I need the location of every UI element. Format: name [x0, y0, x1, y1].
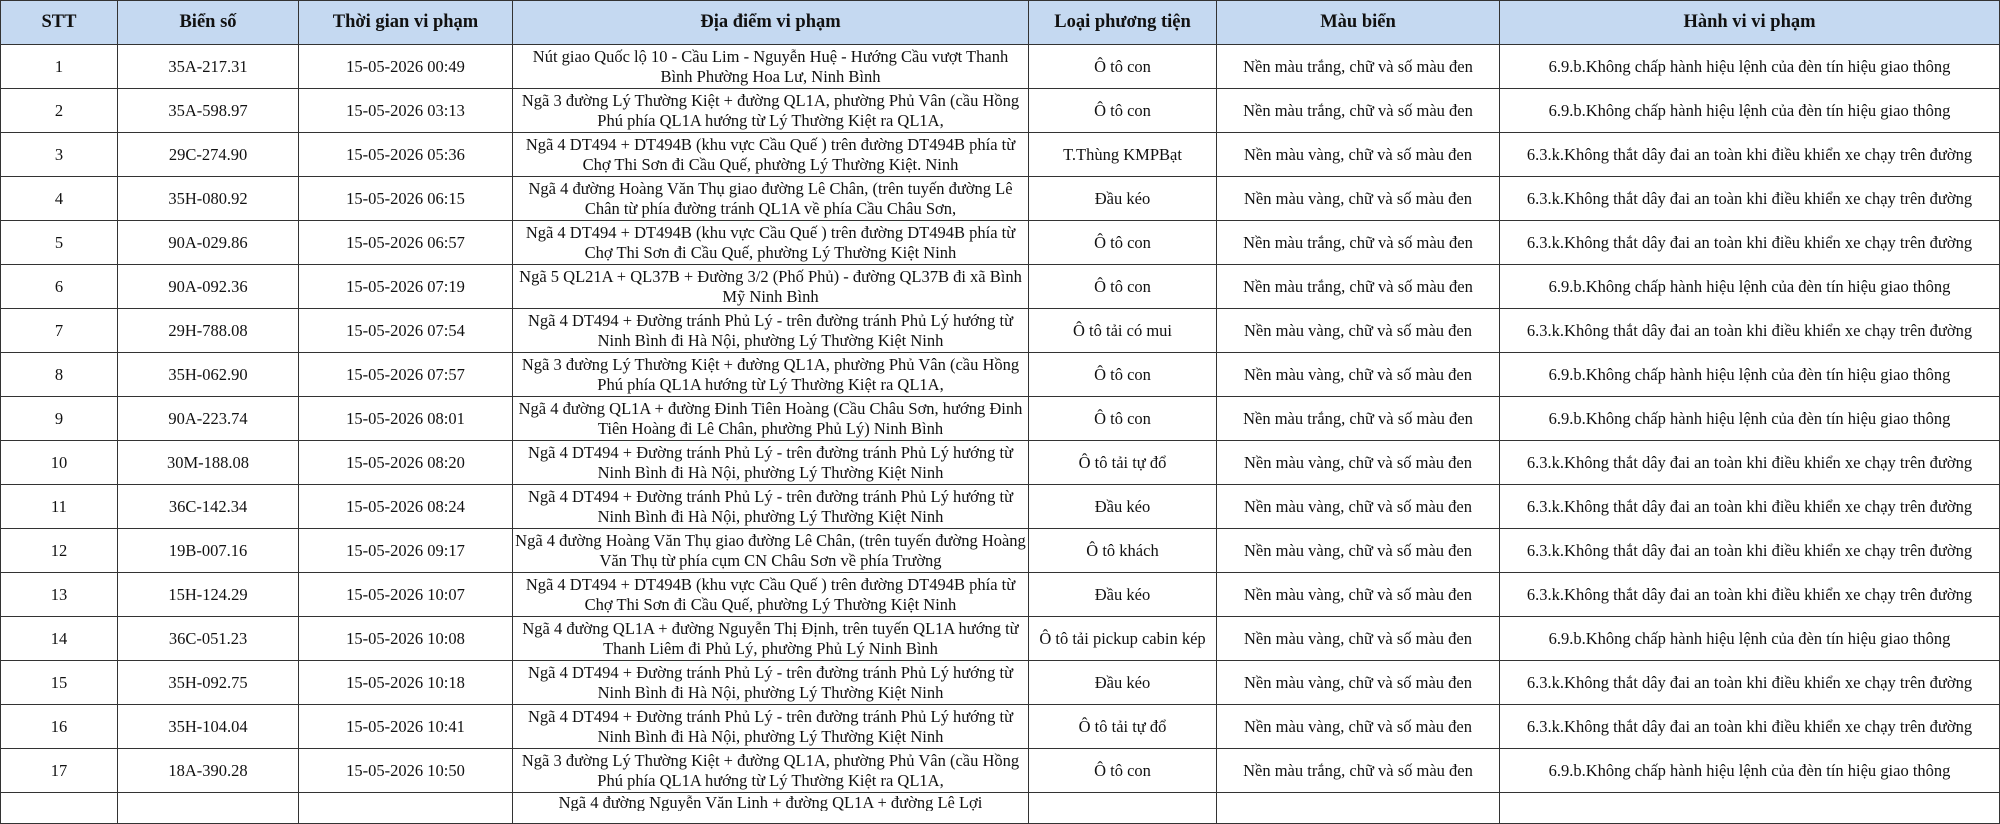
- cell-time[interactable]: 15-05-2026 07:57: [299, 353, 513, 397]
- table-row[interactable]: [1, 705, 2000, 749]
- cell-vehicle[interactable]: Đầu kéo: [1029, 177, 1217, 221]
- cell-time[interactable]: 15-05-2026 05:36: [299, 133, 513, 177]
- cell-vehicle[interactable]: Ô tô con: [1029, 353, 1217, 397]
- cell-stt[interactable]: 4: [1, 177, 118, 221]
- cell-time[interactable]: 15-05-2026 07:54: [299, 309, 513, 353]
- table-row[interactable]: [1, 45, 2000, 89]
- cell-time[interactable]: 15-05-2026 06:57: [299, 221, 513, 265]
- cell-stt[interactable]: 5: [1, 221, 118, 265]
- cell-time[interactable]: 15-05-2026 06:15: [299, 177, 513, 221]
- cell-location[interactable]: [513, 705, 1029, 749]
- cell-plate-color[interactable]: Nền màu vàng, chữ và số màu đen: [1217, 617, 1500, 661]
- cell-stt[interactable]: 6: [1, 265, 118, 309]
- location-text: Ngã 5 QL21A + QL37B + Đường 3/2 (Phố Phủ) - đường QL37B đi xã Bình Mỹ Ninh Bình: [519, 266, 1022, 306]
- header-stt: STT: [1, 1, 118, 45]
- cell-plate-color[interactable]: Nền màu vàng, chữ và số màu đen: [1217, 661, 1500, 705]
- cell-plate-color[interactable]: Nền màu trắng, chữ và số màu đen: [1217, 397, 1500, 441]
- cell-vehicle[interactable]: Ô tô con: [1029, 89, 1217, 133]
- table-row[interactable]: [1, 397, 2000, 441]
- header-plate-color: Màu biển: [1217, 1, 1500, 45]
- cell-location[interactable]: [513, 793, 1029, 824]
- cell-violation[interactable]: 6.3.k.Không thắt dây đai an toàn khi điều khiển xe chạy trên đường: [1500, 309, 2000, 353]
- cell-vehicle[interactable]: Ô tô khách: [1029, 529, 1217, 573]
- cell-plate-color[interactable]: Nền màu vàng, chữ và số màu đen: [1217, 573, 1500, 617]
- table-row[interactable]: [1, 265, 2000, 309]
- cell-plate[interactable]: 90A-092.36: [118, 265, 299, 309]
- cell-vehicle[interactable]: Đầu kéo: [1029, 661, 1217, 705]
- cell-plate-color[interactable]: Nền màu vàng, chữ và số màu đen: [1217, 441, 1500, 485]
- table-row[interactable]: [1, 221, 2000, 265]
- table-row[interactable]: [1, 353, 2000, 397]
- cell-plate[interactable]: 35A-598.97: [118, 89, 299, 133]
- cell-plate[interactable]: 19B-007.16: [118, 529, 299, 573]
- cell-violation[interactable]: 6.3.k.Không thắt dây đai an toàn khi điều khiển xe chạy trên đường: [1500, 177, 2000, 221]
- cell-time[interactable]: 15-05-2026 09:17: [299, 529, 513, 573]
- cell-stt[interactable]: 8: [1, 353, 118, 397]
- cell-stt[interactable]: 12: [1, 529, 118, 573]
- cell-violation[interactable]: 6.9.b.Không chấp hành hiệu lệnh của đèn tín hiệu giao thông: [1500, 353, 2000, 397]
- location-text: Ngã 3 đường Lý Thường Kiệt + đường QL1A, phường Phủ Vân (cầu Hồng Phú phía QL1A hướng từ Lý Thường Kiệt ra QL1A,: [521, 750, 1020, 790]
- table-row[interactable]: [1, 661, 2000, 705]
- cell-plate-color[interactable]: Nền màu vàng, chữ và số màu đen: [1217, 485, 1500, 529]
- cell-location[interactable]: [513, 573, 1029, 617]
- cell-location[interactable]: [513, 177, 1029, 221]
- cell-plate[interactable]: 29H-788.08: [118, 309, 299, 353]
- cell-violation[interactable]: 6.9.b.Không chấp hành hiệu lệnh của đèn tín hiệu giao thông: [1500, 89, 2000, 133]
- location-text: Ngã 4 DT494 + Đường tránh Phủ Lý - trên đường tránh Phủ Lý hướng từ Ninh Bình đi Hà Nội, phường Lý Thường Kiệt Ninh: [527, 442, 1014, 482]
- cell-stt[interactable]: 17: [1, 749, 118, 793]
- header-row: [1, 1, 2000, 45]
- cell-vehicle[interactable]: Đầu kéo: [1029, 485, 1217, 529]
- cell-violation[interactable]: 6.3.k.Không thắt dây đai an toàn khi điều khiển xe chạy trên đường: [1500, 133, 2000, 177]
- cell-plate-color[interactable]: Nền màu vàng, chữ và số màu đen: [1217, 529, 1500, 573]
- cell-location[interactable]: [513, 221, 1029, 265]
- cell-plate[interactable]: 35H-104.04: [118, 705, 299, 749]
- table-row[interactable]: [1, 89, 2000, 133]
- cell-vehicle[interactable]: Ô tô con: [1029, 45, 1217, 89]
- cell-vehicle[interactable]: Ô tô tải pickup cabin kép: [1029, 617, 1217, 661]
- cell-plate[interactable]: 18A-390.28: [118, 749, 299, 793]
- cell-vehicle[interactable]: Ô tô con: [1029, 397, 1217, 441]
- header-plate: Biển số: [118, 1, 299, 45]
- cell-time[interactable]: 15-05-2026 08:01: [299, 397, 513, 441]
- cell-location[interactable]: [513, 309, 1029, 353]
- cell-plate-color[interactable]: Nền màu trắng, chữ và số màu đen: [1217, 45, 1500, 89]
- cell-stt[interactable]: 2: [1, 89, 118, 133]
- cell-time[interactable]: 15-05-2026 08:24: [299, 485, 513, 529]
- cell-plate[interactable]: 35H-092.75: [118, 661, 299, 705]
- cell-location[interactable]: [513, 485, 1029, 529]
- cell-plate-color[interactable]: Nền màu vàng, chữ và số màu đen: [1217, 353, 1500, 397]
- cell-vehicle[interactable]: Ô tô tải có mui: [1029, 309, 1217, 353]
- cell-time[interactable]: 15-05-2026 07:19: [299, 265, 513, 309]
- header-vehicle: Loại phương tiện: [1029, 1, 1217, 45]
- cell-violation[interactable]: 6.9.b.Không chấp hành hiệu lệnh của đèn tín hiệu giao thông: [1500, 265, 2000, 309]
- cell-stt[interactable]: 9: [1, 397, 118, 441]
- cell-location[interactable]: [513, 45, 1029, 89]
- table-row[interactable]: [1, 133, 2000, 177]
- cell-violation[interactable]: 6.9.b.Không chấp hành hiệu lệnh của đèn tín hiệu giao thông: [1500, 397, 2000, 441]
- cell-violation[interactable]: [1500, 793, 2000, 824]
- location-text: Ngã 4 đường Hoàng Văn Thụ giao đường Lê Chân, (trên tuyến đường Lê Chân từ phía đường tránh QL1A về phía Cầu Châu Sơn,: [528, 178, 1013, 218]
- cell-location[interactable]: [513, 353, 1029, 397]
- cell-stt[interactable]: 13: [1, 573, 118, 617]
- cell-stt[interactable]: 14: [1, 617, 118, 661]
- header-location: Địa điểm vi phạm: [513, 1, 1029, 45]
- table-row[interactable]: [1, 529, 2000, 573]
- cell-stt[interactable]: 1: [1, 45, 118, 89]
- table-row[interactable]: [1, 749, 2000, 793]
- cell-vehicle[interactable]: Ô tô tải tự đổ: [1029, 705, 1217, 749]
- cell-violation[interactable]: 6.9.b.Không chấp hành hiệu lệnh của đèn tín hiệu giao thông: [1500, 749, 2000, 793]
- cell-plate-color[interactable]: Nền màu vàng, chữ và số màu đen: [1217, 705, 1500, 749]
- cell-plate[interactable]: 36C-051.23: [118, 617, 299, 661]
- cell-time[interactable]: 15-05-2026 00:49: [299, 45, 513, 89]
- cell-location[interactable]: [513, 441, 1029, 485]
- cell-plate-color[interactable]: Nền màu vàng, chữ và số màu đen: [1217, 177, 1500, 221]
- cell-stt[interactable]: [1, 793, 118, 824]
- table-row[interactable]: [1, 177, 2000, 221]
- cell-plate-color[interactable]: Nền màu vàng, chữ và số màu đen: [1217, 133, 1500, 177]
- location-text: Ngã 3 đường Lý Thường Kiệt + đường QL1A, phường Phủ Vân (cầu Hồng Phú phía QL1A hướng từ Lý Thường Kiệt ra QL1A,: [521, 354, 1020, 394]
- cell-plate-color[interactable]: Nền màu trắng, chữ và số màu đen: [1217, 265, 1500, 309]
- cell-vehicle[interactable]: [1029, 793, 1217, 824]
- cell-stt[interactable]: 11: [1, 485, 118, 529]
- table-row[interactable]: [1, 441, 2000, 485]
- cell-plate[interactable]: 35H-062.90: [118, 353, 299, 397]
- location-text: Nút giao Quốc lộ 10 - Cầu Lim - Nguyễn Huệ - Hướng Cầu vượt Thanh Bình Phường Hoa Lư, Ninh Bình: [532, 46, 1009, 86]
- cell-location[interactable]: [513, 661, 1029, 705]
- cell-violation[interactable]: 6.9.b.Không chấp hành hiệu lệnh của đèn tín hiệu giao thông: [1500, 617, 2000, 661]
- cell-time[interactable]: 15-05-2026 10:18: [299, 661, 513, 705]
- cell-plate-color[interactable]: [1217, 793, 1500, 824]
- table-row[interactable]: [1, 309, 2000, 353]
- cell-stt[interactable]: 10: [1, 441, 118, 485]
- location-text: Ngã 4 đường Nguyễn Văn Linh + đường QL1A + đường Lê Lợi: [558, 793, 983, 811]
- cell-location[interactable]: [513, 89, 1029, 133]
- header-violation: Hành vi vi phạm: [1500, 1, 2000, 45]
- location-text: Ngã 4 DT494 + Đường tránh Phủ Lý - trên đường tránh Phủ Lý hướng từ Ninh Bình đi Hà Nội, phường Lý Thường Kiệt Ninh: [527, 662, 1014, 702]
- location-text: Ngã 4 đường QL1A + đường Nguyễn Thị Định, trên tuyến QL1A hướng từ Thanh Liêm đi Phủ Lý, phường Phủ Lý Ninh Bình: [522, 618, 1019, 658]
- location-text: Ngã 4 đường Hoàng Văn Thụ giao đường Lê Chân, (trên tuyến đường Hoàng Văn Thụ từ phía cụm CN Châu Sơn về phía Trường: [515, 530, 1026, 570]
- cell-plate[interactable]: 36C-142.34: [118, 485, 299, 529]
- cell-plate[interactable]: [118, 793, 299, 824]
- cell-vehicle[interactable]: Ô tô con: [1029, 265, 1217, 309]
- cell-stt[interactable]: 3: [1, 133, 118, 177]
- cell-time[interactable]: 15-05-2026 10:41: [299, 705, 513, 749]
- cell-plate-color[interactable]: Nền màu trắng, chữ và số màu đen: [1217, 221, 1500, 265]
- cell-plate-color[interactable]: Nền màu trắng, chữ và số màu đen: [1217, 749, 1500, 793]
- cell-location[interactable]: [513, 265, 1029, 309]
- table-row[interactable]: [1, 617, 2000, 661]
- cell-vehicle[interactable]: Ô tô con: [1029, 749, 1217, 793]
- cell-violation[interactable]: 6.3.k.Không thắt dây đai an toàn khi điều khiển xe chạy trên đường: [1500, 705, 2000, 749]
- cell-plate[interactable]: 90A-223.74: [118, 397, 299, 441]
- cell-plate[interactable]: 35H-080.92: [118, 177, 299, 221]
- location-text: Ngã 4 DT494 + Đường tránh Phủ Lý - trên đường tránh Phủ Lý hướng từ Ninh Bình đi Hà Nội, phường Lý Thường Kiệt Ninh: [527, 310, 1014, 350]
- cell-time[interactable]: 15-05-2026 10:08: [299, 617, 513, 661]
- cell-violation[interactable]: 6.3.k.Không thắt dây đai an toàn khi điều khiển xe chạy trên đường: [1500, 573, 2000, 617]
- location-text: Ngã 4 DT494 + Đường tránh Phủ Lý - trên đường tránh Phủ Lý hướng từ Ninh Bình đi Hà Nội, phường Lý Thường Kiệt Ninh: [527, 706, 1014, 746]
- cell-location[interactable]: [513, 529, 1029, 573]
- table-row-partial[interactable]: [1, 793, 2000, 824]
- cell-location[interactable]: [513, 617, 1029, 661]
- cell-plate[interactable]: 29C-274.90: [118, 133, 299, 177]
- header-time: Thời gian vi phạm: [299, 1, 513, 45]
- cell-violation[interactable]: 6.3.k.Không thắt dây đai an toàn khi điều khiển xe chạy trên đường: [1500, 221, 2000, 265]
- cell-plate[interactable]: 15H-124.29: [118, 573, 299, 617]
- table-row[interactable]: [1, 485, 2000, 529]
- cell-stt[interactable]: 7: [1, 309, 118, 353]
- cell-time[interactable]: [299, 793, 513, 824]
- cell-violation[interactable]: 6.3.k.Không thắt dây đai an toàn khi điều khiển xe chạy trên đường: [1500, 661, 2000, 705]
- cell-plate[interactable]: 35A-217.31: [118, 45, 299, 89]
- cell-stt[interactable]: 15: [1, 661, 118, 705]
- location-text: Ngã 4 đường QL1A + đường Đinh Tiên Hoàng (Cầu Châu Sơn, hướng Đinh Tiên Hoàng đi Lê Chân, phường Phủ Lý) Ninh Bình: [518, 398, 1023, 438]
- cell-vehicle[interactable]: T.Thùng KMPBạt: [1029, 133, 1217, 177]
- cell-location[interactable]: [513, 397, 1029, 441]
- cell-time[interactable]: 15-05-2026 10:50: [299, 749, 513, 793]
- table-row[interactable]: [1, 573, 2000, 617]
- cell-location[interactable]: [513, 749, 1029, 793]
- cell-plate[interactable]: 90A-029.86: [118, 221, 299, 265]
- cell-violation[interactable]: 6.3.k.Không thắt dây đai an toàn khi điều khiển xe chạy trên đường: [1500, 441, 2000, 485]
- cell-plate-color[interactable]: Nền màu vàng, chữ và số màu đen: [1217, 309, 1500, 353]
- cell-vehicle[interactable]: Đầu kéo: [1029, 573, 1217, 617]
- location-text: Ngã 3 đường Lý Thường Kiệt + đường QL1A, phường Phủ Vân (cầu Hồng Phú phía QL1A hướng từ Lý Thường Kiệt ra QL1A,: [521, 90, 1020, 130]
- table-body: [1, 45, 2000, 824]
- cell-time[interactable]: 15-05-2026 08:20: [299, 441, 513, 485]
- cell-stt[interactable]: 16: [1, 705, 118, 749]
- location-text: Ngã 4 DT494 + DT494B (khu vực Cầu Quế ) trên đường DT494B phía từ Chợ Thi Sơn đi Cầu Quế, phường Lý Thường Kiệt Ninh: [525, 574, 1016, 614]
- location-text: Ngã 4 DT494 + DT494B (khu vực Cầu Quế ) trên đường DT494B phía từ Chợ Thi Sơn đi Cầu Quế, phường Lý Thường Kiệt. Ninh: [525, 134, 1016, 174]
- cell-violation[interactable]: 6.9.b.Không chấp hành hiệu lệnh của đèn tín hiệu giao thông: [1500, 45, 2000, 89]
- cell-violation[interactable]: 6.3.k.Không thắt dây đai an toàn khi điều khiển xe chạy trên đường: [1500, 485, 2000, 529]
- cell-time[interactable]: 15-05-2026 03:13: [299, 89, 513, 133]
- cell-vehicle[interactable]: Ô tô con: [1029, 221, 1217, 265]
- cell-vehicle[interactable]: Ô tô tải tự đổ: [1029, 441, 1217, 485]
- cell-time[interactable]: 15-05-2026 10:07: [299, 573, 513, 617]
- cell-plate-color[interactable]: Nền màu trắng, chữ và số màu đen: [1217, 89, 1500, 133]
- cell-plate[interactable]: 30M-188.08: [118, 441, 299, 485]
- cell-location[interactable]: [513, 133, 1029, 177]
- cell-violation[interactable]: 6.3.k.Không thắt dây đai an toàn khi điều khiển xe chạy trên đường: [1500, 529, 2000, 573]
- location-text: Ngã 4 DT494 + DT494B (khu vực Cầu Quế ) trên đường DT494B phía từ Chợ Thi Sơn đi Cầu Quế, phường Lý Thường Kiệt Ninh: [525, 222, 1016, 262]
- location-text: Ngã 4 DT494 + Đường tránh Phủ Lý - trên đường tránh Phủ Lý hướng từ Ninh Bình đi Hà Nội, phường Lý Thường Kiệt Ninh: [527, 486, 1014, 526]
